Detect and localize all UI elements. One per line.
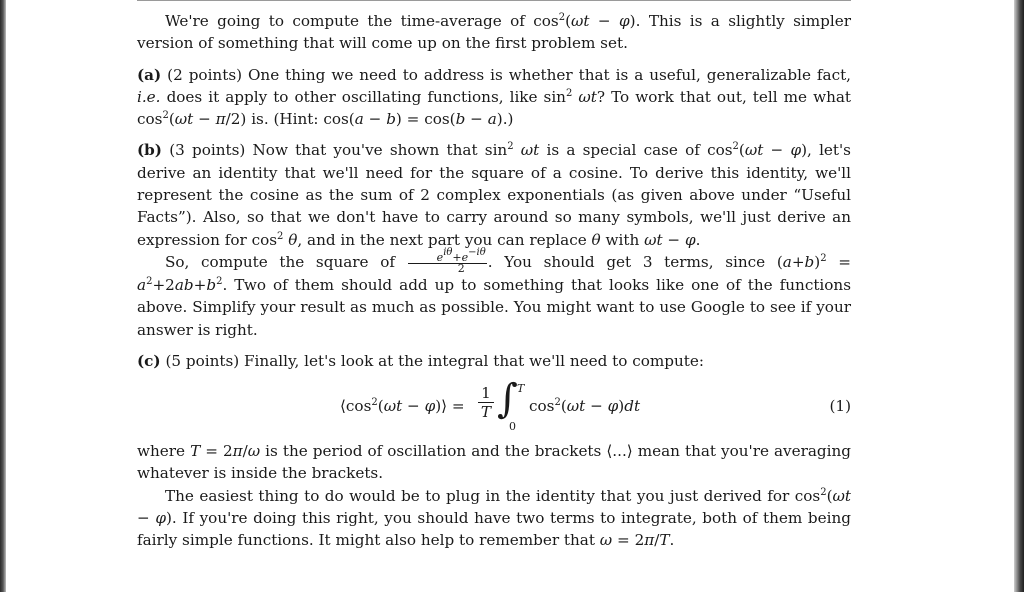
part-a-text-3: To work that out, tell me what cos [137, 87, 852, 129]
integral-sign: ∫ [497, 376, 518, 423]
part-b-text-4: and in the next part you can replace [307, 230, 587, 249]
right-window-edge [1014, 0, 1024, 592]
part-a-text-4: is. (Hint: cos( [251, 110, 355, 129]
equation-integrand: $\cos^2(\omega t - \varphi)dt$ [529, 397, 641, 416]
part-b-text-3: let's derive an identity that we'll need for the square of a cosine. To derive this identity, we'll represent the cosine as the sum of 2 complex exponentials (as given above under “Useful Facts”). Also, so that we don't have to carry around so many symbols, we'll just derive an expression for cos [137, 141, 851, 249]
equation-number: (1) [829, 397, 851, 416]
part-b-label: (b) [137, 141, 162, 160]
part-a-label: (a) [137, 65, 162, 84]
part-c-text-6: If you're doing this right, you should have two terms to integrate, both of them being fairly simple functions. It might also help to remember that [137, 509, 851, 550]
part-b-paragraph-2: So, compute the square of $\frac{e^{i\theta}+e^{-i\theta}}{2}$ . You should get 3 terms, since $(a+b)^2 = a^2+2ab+b^2$. Two of them should add up to something that looks like one of the functions above. Simplify your result as much as possible. You might want to use Google to see if your answer is right. [137, 246, 852, 339]
part-b-text-7: You should get 3 terms, since ( [504, 252, 783, 271]
part-b-text-1: (3 points) Now that you've shown that sin [169, 141, 508, 160]
part-a-paragraph: (a) (2 points) One thing we need to address is whether that is a useful, generalizable fact, i.e. does it apply to other oscillating functions, like $\sin^2 \omega t$? To work that out, tell me what $\cos^2(\omega t - \pi/2)$ is. (Hint: cos(a − b) = cos(b − a).) [137, 65, 852, 129]
integral-lower-limit: 0 [509, 420, 516, 434]
part-c-text-4: mean that you're averaging whatever is inside the brackets. [137, 442, 852, 483]
part-c-label: (c) [137, 351, 161, 370]
part-c-paragraph-3: The easiest thing to do would be to plug in the identity that you just derived for $\cos^2(\omega t - \varphi)$. If you're doing this right, you should have two terms to integrate, both of them being fairly simple functions. It might also help to remember that ω = 2π/T. [137, 486, 851, 550]
part-c-text-1: (5 points) Finally, let's look at the integral that we'll need to compute: [165, 351, 704, 370]
integral-upper-limit: T [517, 382, 525, 396]
part-c-text-2: where [137, 442, 186, 461]
part-a-text-5: ) = cos( [395, 110, 456, 129]
part-b-text-2: is a special case of cos [546, 141, 733, 160]
equation-lhs: $⟨\cos^2(\omega t$ − φ)⟩ = [340, 397, 465, 416]
part-c-paragraph-2: where T = 2π/ω is the period of oscillation and the brackets ⟨...⟩ mean that you're averaging whatever is inside the brackets. [137, 442, 852, 483]
part-a-ie: i.e. [137, 87, 161, 106]
part-a-text-1: (2 points) One thing we need to address is whether that is a useful, generalizable fact, [167, 65, 852, 84]
time-average-equation [137, 378, 851, 438]
exponential-fraction: $\frac{e^{i\theta}+e^{-i\theta}}{2}$ [408, 253, 487, 274]
part-b-text-6: So, compute the square of [165, 252, 395, 271]
left-window-edge [0, 0, 6, 592]
part-c-paragraph [137, 350, 851, 372]
intro-text-2: This is a slightly simpler version of something that will come up on the first problem set. [137, 12, 852, 53]
part-b-paragraph: (b) (3 points) Now that you've shown that $\sin^2 \omega t$ is a special case of $\cos^2(\omega t - \varphi)$, let's derive an identity that we'll need for the square of a cosine. To derive this identity, we'll represent the cosine as the sum of 2 complex exponentials (as given above under “Useful Facts”). Also, so that we don't have to carry around so many symbols, we'll just derive an expression for $\cos^2 \theta$, and in the next part you can replace θ with ωt − φ. [137, 141, 851, 249]
part-c-text-3: is the period of oscillation and the brackets [265, 442, 602, 461]
part-c-text-5: The easiest thing to do would be to plug in the identity that you just derived for cos [165, 486, 821, 505]
intro-paragraph: We're going to compute the time-average of $\cos^2(\omega t - \varphi)$. This is a slightly simpler version of something that will come up on the first problem set. [137, 12, 852, 53]
intro-text-1: We're going to compute the time-average of cos [165, 12, 559, 30]
equation-one-over-t: 1 T [478, 384, 494, 421]
part-b-text-5: with [605, 230, 640, 249]
part-b-text-8: Two of them should add up to something that looks like one of the functions above. Simplify your result as much as possible. You might want to use Google to see if your answer is right. [137, 275, 852, 339]
part-a-text-2: does it apply to other oscillating functions, like sin [166, 87, 566, 106]
top-rule [137, 0, 851, 1]
problem-document [137, 10, 851, 552]
